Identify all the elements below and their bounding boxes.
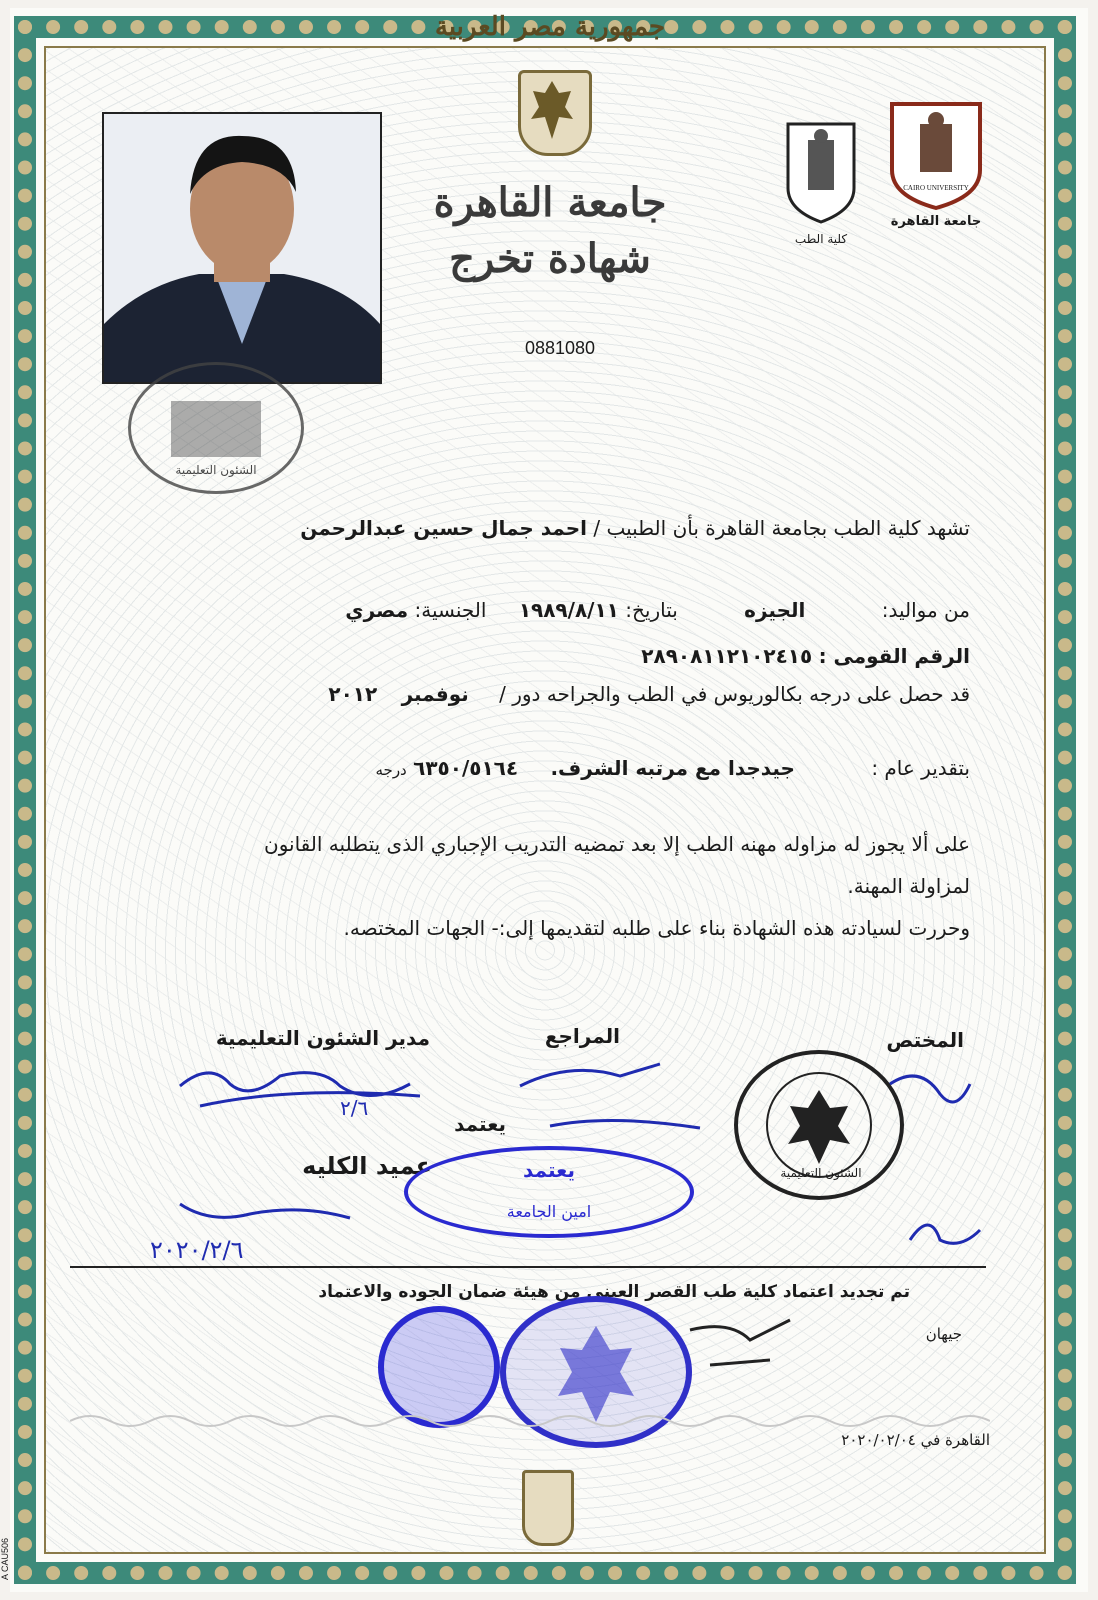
oval-stamp-top-text: يعتمد bbox=[523, 1158, 575, 1182]
photo-stamp-text: الشئون التعليمية bbox=[175, 463, 257, 477]
birth-date: ١٩٨٩/٨/١١ bbox=[518, 598, 619, 622]
degree-text: قد حصل على درجه بكالوريوس في الطب والجراحه دور / bbox=[499, 682, 970, 706]
place-date: القاهرة في ٢٠٢٠/٠٢/٠٤ bbox=[841, 1431, 990, 1449]
condition-line-2: لمزاولة المهنة. bbox=[847, 874, 970, 898]
grade-label: بتقدير عام : bbox=[871, 756, 970, 780]
serial-number: 0881080 bbox=[524, 338, 596, 358]
dean-label: عميد الكليه bbox=[302, 1152, 432, 1180]
session-month: نوفمبر bbox=[401, 682, 469, 706]
country-heading: جمهورية مصر العربية bbox=[434, 12, 666, 42]
specialist-signature bbox=[880, 1064, 980, 1134]
score-unit: درجه bbox=[375, 761, 407, 779]
intro-text: تشهد كلية الطب بجامعة القاهرة بأن الطبيب / bbox=[593, 516, 970, 540]
birth-place-label: من مواليد: bbox=[881, 598, 970, 622]
stamp-eagle-icon bbox=[171, 401, 261, 457]
approve-word: يعتمد bbox=[454, 1112, 506, 1136]
director-signature-date: ٢/٦ bbox=[340, 1096, 369, 1120]
footer-signature bbox=[680, 1310, 810, 1380]
nationality-label: الجنسية: bbox=[414, 598, 487, 622]
black-stamp-text: الشئون التعليمية bbox=[780, 1166, 862, 1180]
specialist-label: المختص bbox=[886, 1028, 964, 1052]
grade-line bbox=[376, 754, 971, 784]
university-approval-stamp bbox=[404, 1146, 694, 1238]
photo-stamp bbox=[128, 362, 304, 494]
session-year: ٢٠١٢ bbox=[328, 682, 378, 706]
footer-divider bbox=[70, 1266, 986, 1268]
degree-line bbox=[328, 680, 970, 708]
specialist-initials bbox=[900, 1200, 990, 1260]
reviewer-label: المراجع bbox=[544, 1024, 620, 1048]
condition-line-1: على ألا يجوز له مزاوله مهنه الطب إلا بعد تمضيه التدريب الإجباري الذى يتطلبه القانون bbox=[264, 832, 970, 856]
graduate-photo bbox=[102, 112, 382, 384]
birth-date-label: بتاريخ: bbox=[625, 598, 678, 622]
reviewer-signature bbox=[510, 1056, 710, 1146]
footer-name: جيهان bbox=[925, 1325, 962, 1343]
oval-stamp-bottom-text: امين الجامعة bbox=[506, 1202, 592, 1221]
issued-line: وحررت لسيادته هذه الشهادة بناء على طلبه لتقديمها إلى:- الجهات المختصه. bbox=[343, 916, 970, 940]
grade: جيدجدا مع مرتبه الشرف. bbox=[550, 756, 795, 780]
university-logo-icon bbox=[886, 100, 986, 230]
birth-place: الجيزه bbox=[744, 598, 806, 622]
bottom-emblem-icon bbox=[522, 1470, 574, 1546]
certificate-type: شهادة تخرج bbox=[449, 235, 651, 282]
university-title bbox=[420, 175, 680, 287]
score: ٦٣٥٠/٥١٦٤ bbox=[413, 756, 519, 780]
side-code: A CAU506 bbox=[0, 1537, 10, 1580]
national-id-label: الرقم القومى : bbox=[818, 644, 970, 668]
director-label: مدير الشئون التعليمية bbox=[215, 1026, 430, 1050]
graduate-name: احمد جمال حسين عبدالرحمن bbox=[300, 516, 587, 540]
director-signature bbox=[170, 1056, 440, 1136]
university-logo-english: CAIRO UNIVERSITY bbox=[903, 184, 969, 192]
university-logo-caption: جامعة القاهرة bbox=[890, 214, 982, 229]
education-affairs-stamp bbox=[734, 1050, 904, 1200]
intro-line bbox=[300, 514, 970, 542]
faculty-logo-icon bbox=[782, 118, 860, 246]
birth-line bbox=[345, 596, 970, 624]
university-name: جامعة القاهرة bbox=[433, 179, 667, 226]
eagle-emblem-icon bbox=[518, 70, 592, 156]
nationality: مصري bbox=[345, 598, 409, 622]
accreditation-text: تم تجديد اعتماد كلية طب القصر العيني من هيئة ضمان الجوده والاعتماد bbox=[318, 1282, 910, 1302]
dean-signature-date: ٢٠٢٠/٢/٦ bbox=[150, 1236, 244, 1264]
national-id: ٢٨٩٠٨١١٢١٠٢٤١٥ bbox=[641, 644, 813, 668]
national-id-line bbox=[641, 642, 970, 670]
faculty-logo-caption: كلية الطب bbox=[794, 232, 848, 246]
